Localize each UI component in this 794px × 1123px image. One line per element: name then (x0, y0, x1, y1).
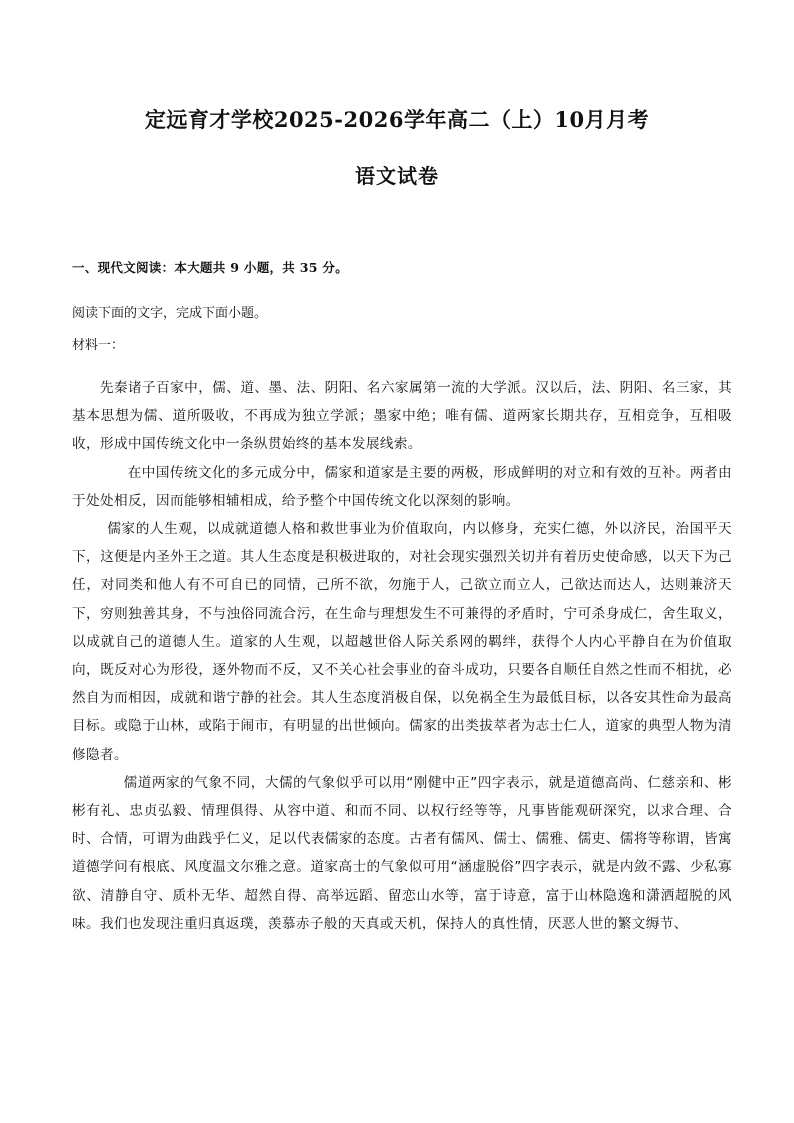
passage-paragraph: 先秦诸子百家中，儒、道、墨、法、阴阳、名六家属第一流的大学派。汉以后，法、阴阳、名三家，其基本思想为儒、道所吸收，不再成为独立学派；墨家中绝；唯有儒、道两家长期共存，互相竞争，互相吸收，形成中国传统文化中一条纵贯始终的基本发展线索。 (72, 380, 732, 453)
material-label: 材料一： (72, 338, 125, 353)
section-heading: 一、现代文阅读：本大题共 9 小题，共 35 分。 (72, 260, 349, 275)
passage-body (72, 374, 732, 938)
exam-subtitle: 语文试卷 (355, 164, 439, 188)
exam-title: 定远育才学校2025-2026学年高二（上）10月月考 (144, 107, 650, 132)
passage-paragraph: 儒家的人生观，以成就道德人格和救世事业为价值取向，内以修身，充实仁德，外以济民，治国平天下，这便是内圣外王之道。其人生态度是积极进取的，对社会现实强烈关切并有着历史使命感，以天下为己任，对同类和他人有不可自已的同情，己所不欲，勿施于人，己欲立而立人，己欲达而达人，达则兼济天下，穷则独善其身，不与浊俗同流合污，在生命与理想发生不可兼得的矛盾时，宁可杀身成仁，舍生取义，以成就自己的道德人生。道家的人生观，以超越世俗人际关系网的羁绊，获得个人内心平静自在为价值取向，既反对心为形役，逐外物而不反，又不关心社会事业的奋斗成功，只要各自顺任自然之性而不相扰，必然自为而相因，成就和谐宁静的社会。其人生态度消极自保，以免祸全生为最低目标，以各安其性命为最高目标。或隐于山林，或陷于闹市，有明显的出世倾向。儒家的出类拔萃者为志士仁人，道家的典型人物为清修隐者。 (72, 521, 732, 763)
passage-paragraph: 在中国传统文化的多元成分中，儒家和道家是主要的两极，形成鲜明的对立和有效的互补。两者由于处处相反，因而能够相辅相成，给予整个中国传统文化以深刻的影响。 (72, 464, 732, 509)
reading-instruction: 阅读下面的文字，完成下面小题。 (72, 306, 268, 321)
passage-paragraph: 儒道两家的气象不同，大儒的气象似乎可以用“刚健中正”四字表示，就是道德高尚、仁慈亲和、彬彬有礼、忠贞弘毅、情理俱得、从容中道、和而不同、以权行经等等，凡事皆能观研深究，以求合理、合时、合情，可谓为曲践乎仁义，足以代表儒家的态度。古者有儒风、儒士、儒雅、儒吏、儒将等称谓，皆寓道德学问有根底、风度温文尔雅之意。道家高士的气象似可用“涵虚脱俗”四字表示，就是内敛不露、少私寡欲、清静自守、质朴无华、超然自得、高举远蹈、留恋山水等，富于诗意，富于山林隐逸和潇洒超脱的风味。我们也发现注重归真返璞，羡慕赤子般的天真或天机，保持人的真性情，厌恶人世的繁文缛节、 (72, 774, 732, 932)
